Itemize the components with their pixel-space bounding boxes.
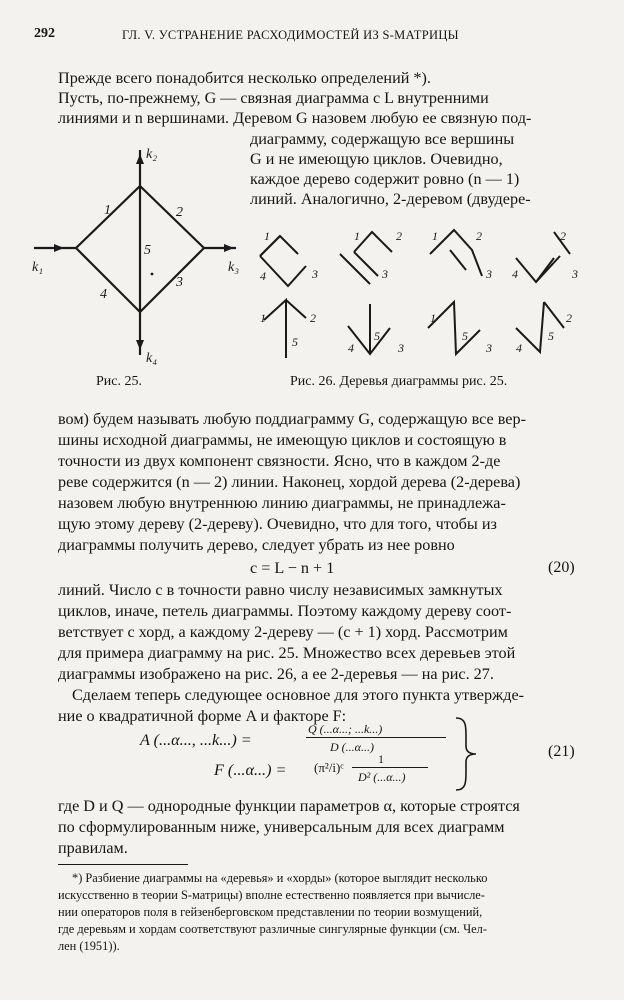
equation-20: c = L − n + 1 [250,559,335,577]
tree-label: 3 [382,267,388,281]
tree-label: 5 [374,329,380,343]
fraction-bar [306,737,446,738]
label-k2: k₂ [146,147,158,162]
text-line: точности из двух компонент связности. Ясно, что в каждом 2-де [58,452,501,470]
arrow-k4-icon [136,340,144,350]
tree-label: 3 [312,267,318,281]
arrow-k1-icon [54,244,64,252]
text-line: диаграммы изображено на рис. 26, а ее 2-деревья — на рис. 27. [58,665,494,683]
footnote-line: *) Разбиение диаграммы на «деревья» и «хорды» (которое выглядит несколько [72,871,488,885]
tree-label: 4 [512,267,518,281]
label-line-4: 4 [100,287,107,302]
tree-label: 2 [476,229,482,243]
diagram-line-2 [140,186,204,248]
diagram-line-4 [76,248,140,312]
figure-26-caption: Рис. 26. Деревья диаграммы рис. 25. [290,374,508,389]
tree-label: 3 [486,267,492,281]
footnote-rule [58,864,188,865]
tree-label: 2 [396,229,402,243]
tree-label: 1 [354,229,360,243]
equation-21-numerator-q: Q (...α...; ...k...) [308,722,383,736]
text-line: G и не имеющую циклов. Очевидно, [250,150,503,168]
label-k1: k₁ [32,260,44,275]
equation-21-denominator-d: D (...α...) [330,740,374,754]
tree-label: 1 [264,229,270,243]
label-k4: k₄ [146,351,158,366]
equation-21-power-term: (π²/i)ᶜ [314,760,344,775]
text-line: линий. Число c в точности равно числу независимых замкнутых [58,581,503,599]
figure-25-diagram [28,140,258,370]
equation-21-line2-lhs: F (...α...) = [214,761,287,779]
fraction-bar [352,767,428,768]
footnote-line: искусственно в теории S-матрицы) вполне естественно появляется при вычисле- [58,888,485,902]
running-head: ГЛ. V. УСТРАНЕНИЕ РАСХОДИМОСТЕЙ ИЗ S-МАТРИЦЫ [122,28,459,42]
label-line-1: 1 [104,203,111,218]
tree-label: 1 [430,311,436,325]
footnote-line: нии операторов поля в гейзенберговском представлении по теории возмущений, [58,905,483,919]
tree-label: 4 [260,269,266,283]
text-line: назовем любую внутреннюю линию диаграммы, не принадлежа- [58,494,506,512]
brace [452,716,482,792]
arrow-k3-icon [224,244,234,252]
text-line: по сформулированным ниже, универсальным для всех диаграмм [58,818,505,836]
equation-21-denominator-d2: D² (...α...) [358,770,406,784]
tree-label: 5 [292,335,298,349]
label-line-2: 2 [176,205,183,220]
text-line: шины исходной диаграммы, не имеющую циклов и состоящую в [58,431,507,449]
text-line: Сделаем теперь следующее основное для этого пункта утвержде- [72,686,525,704]
figure-26-trees [250,218,590,368]
equation-20-number: (20) [548,559,575,576]
text-line: вом) будем называть любую поддиаграмму G, содержащую все вер- [58,410,526,428]
tree-label: 1 [432,229,438,243]
tree-label: 3 [486,341,492,355]
tree-label: 2 [566,311,572,325]
text-line: ветствует c хорд, а каждому 2-дереву — (c + 1) хорд. Рассмотрим [58,623,508,641]
tree-label: 1 [260,311,266,325]
tree-label: 4 [516,341,522,355]
text-line: ние о квадратичной форме A и факторе F: [58,707,347,725]
page-number: 292 [34,26,55,41]
paragraph-intro: Прежде всего понадобится несколько определений *). [58,69,431,87]
arrow-k2-icon [136,154,144,164]
text-line: диаграммы получить дерево, следует убрать из нее ровно [58,536,455,554]
equation-21-number: (21) [548,743,575,760]
label-line-3: 3 [176,275,183,290]
label-line-5: 5 [144,243,151,258]
footnote-line: где деревьям и хордам соответствуют различные сингулярные функции (см. Чел- [58,922,487,936]
text-line: щую этому дереву (2-дереву). Очевидно, что для того, чтобы из [58,515,497,533]
text-line: для примера диаграмму на рис. 25. Множество всех деревьев этой [58,644,516,662]
text-line: где D и Q — однородные функции параметров α, которые строятся [58,797,520,815]
text-line: правилам. [58,839,128,857]
label-k3: k₃ [228,260,240,275]
tree-label: 5 [462,329,468,343]
text-line: циклов, иначе, петель диаграммы. Поэтому каждому дереву соот- [58,602,512,620]
tree-label: 2 [310,311,316,325]
tree-label: 4 [348,341,354,355]
figure-25-caption: Рис. 25. [96,374,142,389]
text-line: Пусть, по-прежнему, G — связная диаграмма с L внутренними [58,90,489,107]
equation-21-numerator-one: 1 [378,752,384,766]
text-line: диаграмму, содержащую все вершины [250,130,515,148]
tree-label: 5 [548,329,554,343]
footnote-line: лен (1951)). [58,939,120,953]
tree-label: 3 [572,267,578,281]
equation-21-line1-lhs: A (...α..., ...k...) = [140,731,252,749]
text-line: линиями и n вершинами. Деревом G назовем любую ее связную под- [58,110,532,127]
text-line: реве содержится (n — 2) линии. Наконец, хордой дерева (2-дерева) [58,473,521,491]
tree-label: 3 [398,341,404,355]
text-line: линий. Аналогично, 2-деревом (двудере- [250,190,531,208]
tree-label: 2 [560,229,566,243]
text-line: каждое дерево содержит ровно (n — 1) [250,170,520,188]
